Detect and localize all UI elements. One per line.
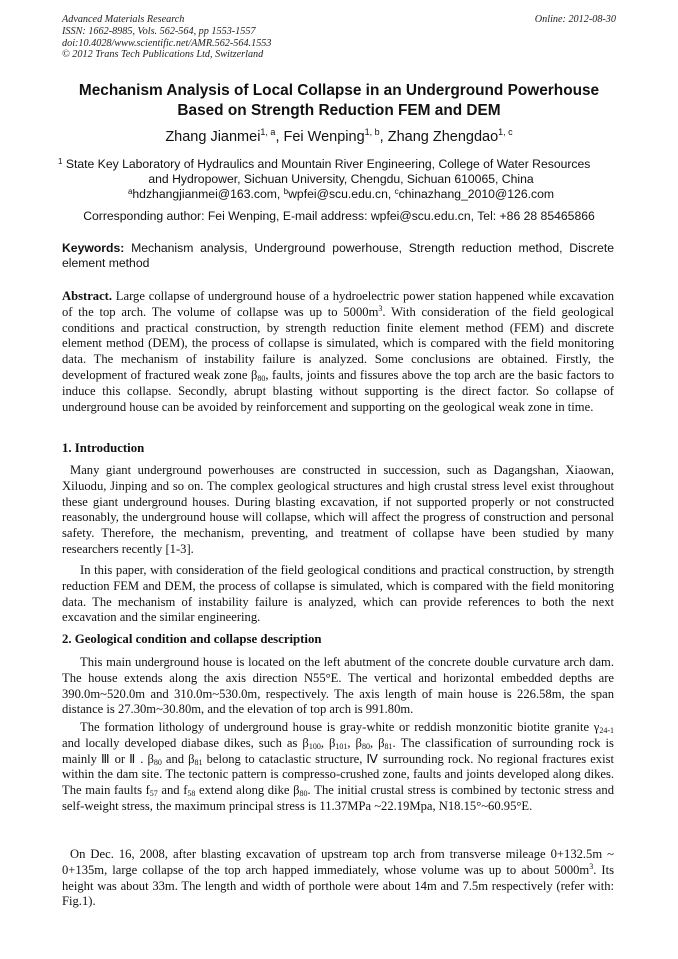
author-list bbox=[40, 128, 638, 146]
subscript: 80 bbox=[153, 757, 162, 767]
paragraph-text: On Dec. 16, 2008, after blasting excavation of upstream top arch from transverse mileage 0+132.5m ~ 0+135m, large collapse of the top arch happed immediately, whose volume was up to about 5000m bbox=[62, 847, 614, 877]
subscript: 101 bbox=[335, 741, 348, 751]
abstract-text: , faults, joints and fissures above the top arch are the basic factors to induce this collapse. Secondly, abrupt blasting without supporting is the direct factor. So collapse of underground house can be avoided by reinforcement and supporting on the geological weak zone in time. bbox=[62, 367, 614, 414]
email-link[interactable]: chinazhang_2010@126.com bbox=[398, 187, 555, 202]
journal-header bbox=[62, 14, 618, 61]
paragraph-text: and f bbox=[157, 783, 188, 798]
paragraph-text: and locally developed diabase dikes, such as β bbox=[62, 735, 309, 750]
author-name: Fei Wenping bbox=[283, 129, 365, 145]
abstract bbox=[62, 289, 614, 415]
author-affiliation-mark: 1, b bbox=[364, 127, 380, 137]
paragraph-text: . Its height was about 33m. The length and width of porthole were about 14m and 7.5m respectively (refer with: Fig.1). bbox=[62, 862, 615, 909]
paragraph-text: and β bbox=[161, 751, 195, 766]
superscript: 3 bbox=[589, 861, 594, 871]
paragraph-text: . The initial crustal stress is combined by tectonic stress and self-weight stress, the maximum principal stress is 11.37MPa ~22.19Mpa, N18.15°~60.95°E. bbox=[62, 783, 614, 813]
author-name: Zhang Zhengdao bbox=[387, 129, 499, 145]
author-separator: , bbox=[275, 129, 284, 145]
author-emails bbox=[58, 187, 624, 202]
subscript: 80 bbox=[299, 789, 308, 799]
abstract-text: . With consideration of the field geological conditions and practical construction, by strength reduction finite element method (FEM) and discrete element method (DEM), the process of collapse is simulated, which is compared with the field monitoring data. The mechanism of instability failure is analyzed. Some conclusions are obtained. Firstly, the development of fractured weak zone β bbox=[62, 304, 614, 382]
email-link[interactable]: hdzhangjianmei@163.com, bbox=[132, 187, 284, 202]
subscript: 100 bbox=[308, 741, 321, 751]
keywords-text: Mechanism analysis, Underground powerhouse, Strength reduction method, Discrete element method bbox=[62, 241, 614, 271]
affiliation-line1 bbox=[58, 157, 624, 172]
email-mark: c bbox=[394, 187, 399, 197]
author-separator: , bbox=[379, 129, 388, 145]
subscript: 57 bbox=[149, 789, 158, 799]
keywords-label: Keywords: bbox=[62, 241, 125, 255]
paper-title bbox=[40, 81, 638, 120]
paragraph-text: belong to cataclastic structure, Ⅳ surrounding rock. No regional fractures exist within the dam site. The tectonic pattern is compresso-crushed zone, faults and joints developed along dikes. The main faults f bbox=[62, 751, 615, 798]
abstract-superscript: 3 bbox=[378, 303, 383, 313]
journal-name: Advanced Materials Research bbox=[62, 14, 185, 25]
journal-issn: ISSN: 1662-8985, Vols. 562-564, pp 1553-1557 bbox=[62, 25, 256, 37]
section-heading-geology: 2. Geological condition and collapse description bbox=[62, 632, 322, 646]
subscript: 81 bbox=[194, 757, 203, 767]
author-affiliation-mark: 1, c bbox=[498, 127, 513, 137]
abstract-subscript: 80 bbox=[257, 373, 266, 383]
subscript: 81 bbox=[384, 741, 393, 751]
author-name: Zhang Jianmei bbox=[165, 129, 261, 145]
author-affiliation-mark: 1, a bbox=[260, 127, 276, 137]
email-mark: b bbox=[283, 187, 289, 197]
corresponding-author: Corresponding author: Fei Wenping, E-mail address: wpfei@scu.edu.cn, Tel: +86 28 85465866 bbox=[83, 209, 595, 223]
affiliation-number: 1 bbox=[58, 157, 63, 166]
affiliation-block bbox=[58, 157, 624, 203]
paper-title-line1: Mechanism Analysis of Local Collapse in an Underground Powerhouse bbox=[78, 82, 600, 99]
paragraph-text: . The classification of surrounding rock is mainly Ⅲ or Ⅱ . β bbox=[62, 735, 614, 766]
abstract-text: Large collapse of underground house of a hydroelectric power station happened while excavation of the top arch. The volume of collapse was up to 5000m bbox=[62, 289, 614, 319]
paper-title-line2: Based on Strength Reduction FEM and DEM bbox=[177, 101, 501, 119]
journal-copyright: © 2012 Trans Tech Publications Ltd, Switzerland bbox=[62, 49, 264, 61]
email-mark: a bbox=[127, 187, 133, 197]
subscript: 58 bbox=[187, 789, 196, 799]
paragraph-text: extend along dike β bbox=[195, 783, 300, 798]
online-date: Online: 2012-08-30 bbox=[534, 14, 616, 25]
geology-paragraph-1: This main underground house is located on the left abutment of the concrete double curvature arch dam. The house extends along the axis direction N55°E. The vertical and horizontal embedded depths are 390.0m~520.0m and 310.0m~530.0m, respectively. The axis length of main house is 226.58m, the span distance is 27.30m~30.80m, and the elevation of top arch is 991.80m. bbox=[62, 655, 614, 717]
intro-paragraph-2: In this paper, with consideration of the field geological conditions and practical construction, by strength reduction FEM and DEM, the process of collapse is simulated, which is compared with the field monitoring data. The mechanism of instability failure is analyzed, which can provide references to both the next excavation and the similar engineering. bbox=[62, 563, 614, 625]
keywords bbox=[62, 241, 614, 272]
paragraph-text: The formation lithology of underground house is gray-white or reddish monzonitic biotite granite γ bbox=[80, 720, 600, 734]
journal-doi[interactable]: doi:10.4028/www.scientific.net/AMR.562-564.1553 bbox=[62, 37, 272, 49]
paragraph-text: , β bbox=[320, 735, 336, 750]
section-heading-introduction: 1. Introduction bbox=[62, 441, 145, 455]
geology-paragraph-3 bbox=[62, 847, 614, 910]
abstract-label: Abstract. bbox=[62, 289, 113, 303]
intro-paragraph-1: Many giant underground powerhouses are constructed in succession, such as Dagangshan, Xiaowan, Xiluodu, Jinping and so on. The complex geological structures and high crustal stress level exist throughout these giant underground houses. During blasting excavation, if not supported properly or not constructed reasonably, the underground house will collapse, which will affect the progress of construction and personal safety. Therefore, the mechanism, preventing, and treatment of collapse have been studied by many researchers recently [1-3]. bbox=[62, 463, 614, 556]
paragraph-text: , β bbox=[369, 735, 385, 750]
geology-paragraph-2 bbox=[62, 720, 614, 815]
email-link[interactable]: wpfei@scu.edu.cn, bbox=[288, 187, 395, 202]
affiliation-text: State Key Laboratory of Hydraulics and Mountain River Engineering, College of Water Resources bbox=[65, 157, 591, 171]
subscript: 24-1 bbox=[599, 726, 614, 735]
affiliation-line2: and Hydropower, Sichuan University, Chengdu, Sichuan 610065, China bbox=[148, 172, 534, 187]
paragraph-text: , β bbox=[347, 735, 362, 750]
subscript: 80 bbox=[361, 741, 370, 751]
